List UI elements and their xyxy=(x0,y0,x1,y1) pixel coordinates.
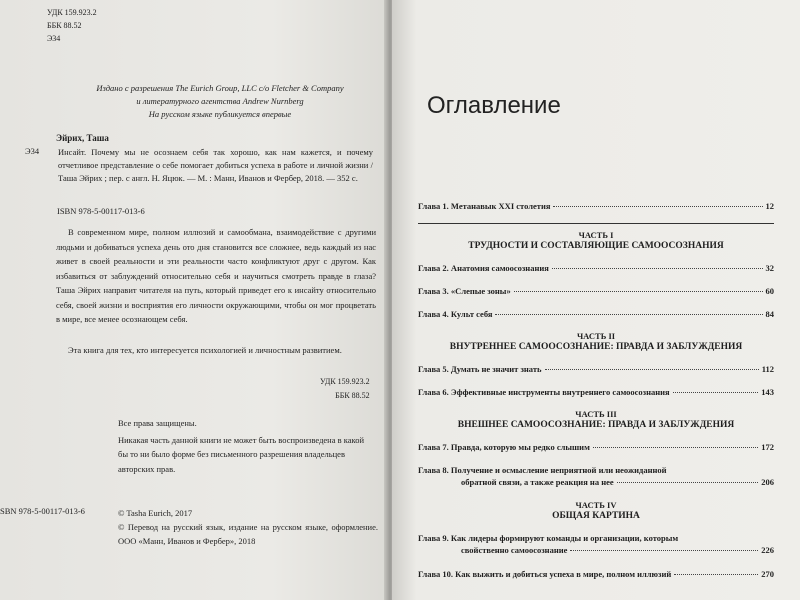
copyright-block: © Tasha Eurich, 2017 © Перевод на русский язык, издание на русском языке, оформление. ООО «Манн, Иванов и Фербер», 2018 xyxy=(118,508,378,546)
classification-codes-top xyxy=(47,6,97,45)
part-label: ЧАСТЬ III xyxy=(575,409,617,419)
author-mark: Э34 xyxy=(47,34,61,43)
part-label: ЧАСТЬ II xyxy=(576,331,616,341)
table-of-contents xyxy=(418,200,774,591)
bibliographic-record: Инсайт. Почему мы не осознаем себя так хорошо, как нам кажется, и почему отчетливое представление о себе помогает добиться успеха в работе и личной жизни / Таша Эйрих ; пер. с англ. Н. Яцюк. — М. : Манн, Иванов и Фербер, 2018. — 352 с. xyxy=(58,147,373,183)
annotation-audience: Эта книга для тех, кто интересуется психологией и личностным развитием. xyxy=(68,345,342,355)
part-title: ОБЩАЯ КАРТИНА xyxy=(552,511,640,521)
toc-entry: Глава 10. Как выжить и добиться успеха в мире, полном иллюзий 270 xyxy=(418,569,774,579)
author-heading: Эйрих, Таша xyxy=(56,133,109,143)
part-label: ЧАСТЬ IV xyxy=(575,500,617,510)
author-mark-inline: Э34 xyxy=(25,146,40,156)
classification-codes-bottom: УДК 159.923.2 ББК 88.52 xyxy=(320,377,370,400)
toc-entry: Глава 3. «Слепые зоны» 60 xyxy=(418,286,774,296)
part-label: ЧАСТЬ I xyxy=(578,230,614,240)
publisher-note: Издано с разрешения The Eurich Group, LLC c/o Fletcher & Company и литературного агентства Andrew Nurnberg На русском языке публикуется впервые xyxy=(96,83,344,119)
toc-entry: Глава 2. Анатомия самоосознания 32 xyxy=(418,263,774,273)
part-title: ВНУТРЕННЕЕ САМООСОЗНАНИЕ: ПРАВДА И ЗАБЛУЖДЕНИЯ xyxy=(449,342,743,352)
annotation-paragraph: В современном мире, полном иллюзий и самообмана, взаимодействие с другими людьми и добиваться успеха день ото дня становится все сложнее, ведь каждый из нас живет в своей реальности и эти реальности часто конфликтуют друг с другом. Как избавиться от заблуждений относительно себя и научиться смотреть правде в глаза? Таша Эйрих направит читателя на путь, который приведет его к инсайту относительно себя, своей жизни и восприятия его личности окружающими, чтобы он мог процветать в мире, все менее осознающем себя. xyxy=(56,227,376,324)
toc-entry: Глава 6. Эффективные инструменты внутреннего самоосознания 143 xyxy=(418,387,774,397)
toc-entry: Глава 1. Метанавык XXI столетия 12 xyxy=(418,201,774,211)
toc-entry: Глава 4. Культ себя 84 xyxy=(418,309,774,319)
isbn-bottom: SBN 978-5-00117-013-6 xyxy=(0,506,85,516)
part-title: ВНЕШНЕЕ САМООСОЗНАНИЕ: ПРАВДА И ЗАБЛУЖДЕНИЯ xyxy=(457,420,735,430)
left-page xyxy=(0,0,388,600)
rights-notice: Все права защищены. Никакая часть данной книги не может быть воспроизведена в какой бы то ни было форме без письменного разрешения владельцев авторских прав. xyxy=(118,418,365,474)
right-page xyxy=(392,0,800,600)
toc-entry: Глава 9. Как лидеры формируют команды и организации, которым свойственно самоосознание 226 xyxy=(418,533,774,555)
toc-title: Оглавление xyxy=(427,92,561,119)
toc-entry: Глава 8. Получение и осмысление неприятной или неожиданной обратной связи, а также реакция на нее 206 xyxy=(418,465,774,487)
toc-entry: Глава 7. Правда, которую мы редко слышим 172 xyxy=(418,442,774,452)
isbn: ISBN 978-5-00117-013-6 xyxy=(57,206,145,216)
part-divider xyxy=(418,223,774,224)
toc-entry: Глава 5. Думать не значит знать 112 xyxy=(418,364,774,374)
udk-code: УДК 159.923.2 xyxy=(47,8,97,17)
part-title: ТРУДНОСТИ И СОСТАВЛЯЮЩИЕ САМООСОЗНАНИЯ xyxy=(468,241,724,251)
bbk-code: ББК 88.52 xyxy=(47,21,82,30)
